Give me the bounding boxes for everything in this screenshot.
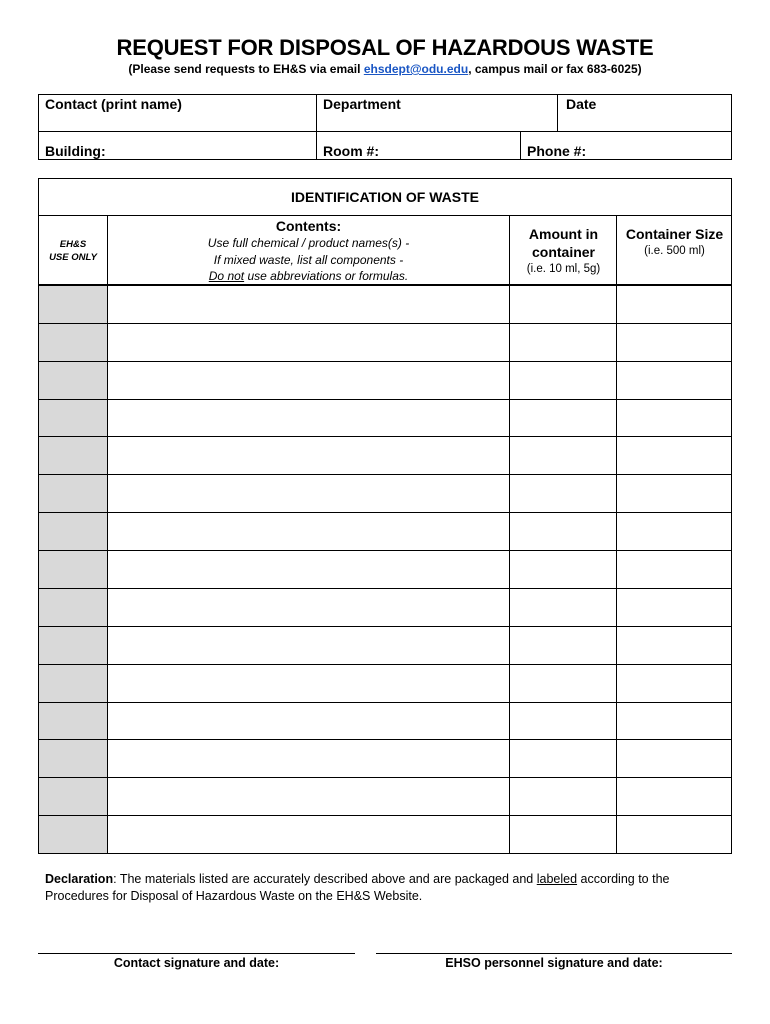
labeled-text: labeled xyxy=(536,872,578,886)
department-label: Department xyxy=(323,96,401,112)
table-row-divider xyxy=(38,739,732,740)
divider xyxy=(509,215,510,854)
ehso-signature-label: EHSO personnel signature and date: xyxy=(445,956,663,970)
size-example: (i.e. 500 ml) xyxy=(644,245,705,257)
table-row-divider xyxy=(38,436,732,437)
divider xyxy=(38,131,732,132)
table-row-divider xyxy=(38,399,732,400)
ehs-use-only-column xyxy=(39,285,107,853)
table-row-divider xyxy=(38,626,732,627)
table-row-divider xyxy=(38,588,732,589)
waste-heading: IDENTIFICATION OF WASTE xyxy=(291,189,479,205)
contents-title: Contents: xyxy=(275,218,342,234)
divider xyxy=(616,215,617,854)
size-title: Container Size xyxy=(625,226,724,242)
ehso-signature-line[interactable] xyxy=(376,953,732,954)
table-row-divider xyxy=(38,361,732,362)
container-size-header xyxy=(618,225,731,260)
phone-label: Phone #: xyxy=(527,143,587,159)
date-label: Date xyxy=(566,96,597,112)
building-label: Building: xyxy=(45,143,106,159)
amount-example: (i.e. 10 ml, 5g) xyxy=(526,263,601,275)
page-title: REQUEST FOR DISPOSAL OF HAZARDOUS WASTE xyxy=(116,35,654,60)
contact-name-label: Contact (print name) xyxy=(45,96,182,112)
declaration-label: Declaration xyxy=(45,872,114,886)
contents-instruction-3 xyxy=(108,268,509,285)
room-label: Room #: xyxy=(323,143,379,159)
do-not-text: Do not xyxy=(208,269,245,283)
divider xyxy=(557,94,558,131)
divider xyxy=(38,284,732,286)
contents-instruction-1: Use full chemical / product names(s) - xyxy=(207,236,410,250)
table-row-divider xyxy=(38,815,732,816)
divider xyxy=(316,94,317,160)
contact-signature-label: Contact signature and date: xyxy=(113,956,280,970)
divider xyxy=(38,215,732,216)
amount-title: Amount in container xyxy=(528,226,599,260)
divider xyxy=(107,215,108,854)
table-row-divider xyxy=(38,664,732,665)
subtitle-text: (Please send requests to EH&S via email xyxy=(128,62,364,76)
table-row-divider xyxy=(38,702,732,703)
contents-header xyxy=(108,218,509,285)
table-row-divider xyxy=(38,323,732,324)
amount-header xyxy=(511,225,616,278)
declaration-text: : The materials listed are accurately described above and are packaged and xyxy=(113,872,537,886)
contents-instruction-3-rest: use abbreviations or formulas. xyxy=(244,269,409,283)
divider xyxy=(520,131,521,160)
email-link[interactable]: ehsdept@odu.edu xyxy=(363,62,469,76)
declaration-text-end: according to the Procedures for Disposal of Hazardous Waste on the EH&S Website. xyxy=(45,872,670,903)
page-subtitle xyxy=(0,62,770,76)
table-row-divider xyxy=(38,474,732,475)
subtitle-text-end: , campus mail or fax 683-6025) xyxy=(468,62,642,76)
table-row-divider xyxy=(38,777,732,778)
declaration xyxy=(45,871,735,905)
table-row-divider xyxy=(38,550,732,551)
table-row-divider xyxy=(38,512,732,513)
contents-instruction-2: If mixed waste, list all components - xyxy=(213,252,404,267)
contact-signature-line[interactable] xyxy=(38,953,355,954)
ehs-use-only-label: EH&S USE ONLY xyxy=(49,239,97,263)
